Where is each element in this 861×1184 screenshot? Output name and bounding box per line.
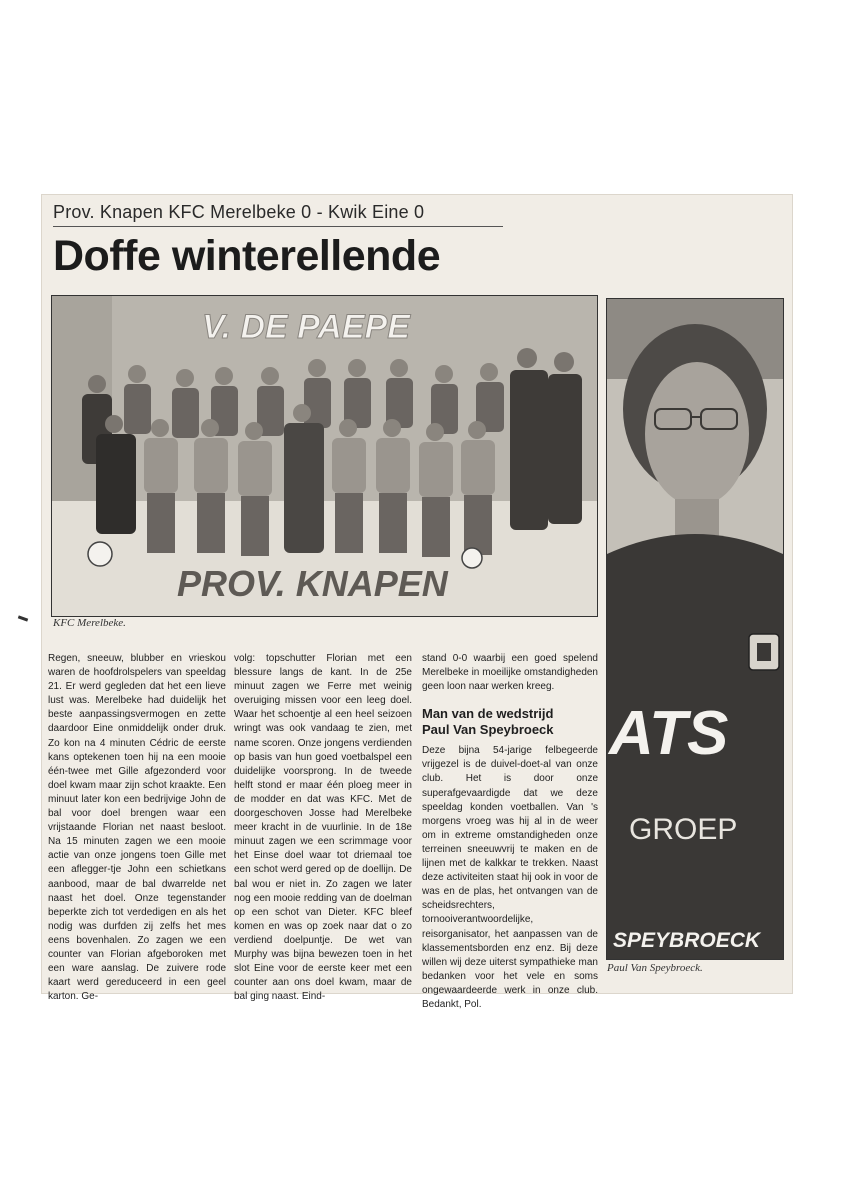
article-column-3 bbox=[422, 652, 598, 1012]
banner-top-text: V. DE PAEPE bbox=[202, 308, 410, 346]
portrait-photo bbox=[606, 298, 784, 960]
article-headline: Doffe winterellende bbox=[53, 232, 441, 280]
article-column-2: volg: topschutter Florian met een blessure langs de kant. In de 25e minuut zagen we Ferre met weinig overuiging missen voor een leeg doel. Waar het schoentje al een heel seizoen wringt was ook vandaag te zien, met name scoren. Onze jongens verdienden op basis van hun goed voetbalspel een duidelijke voorsprong. In de tweede helft stond er maar één ploeg meer in de modder en dat was KFC. Met de doorgeschoven Josse had Merelbeke meer kracht in de vuurlinie. In de 18e minuut zagen we een scrimmage voor het Einse doel waar tot driemaal toe een schot werd gered op de doellijn. De bal wou er niet in. Zo zagen we later nog een mooie redding van de doelman op een schot van Dieter. KFC bleef komen en was op zoek naar dat o zo verdiend doelpuntje. De wet van Murphy was bijna bewezen toen in het slot Eine voor de eerste keer met een counter aan ons doel kwam, maar de bal ging naast. Eind- bbox=[234, 653, 412, 1003]
sub-heading-line-1: Man van de wedstrijd bbox=[422, 706, 554, 722]
article-column-3-body: Deze bijna 54-jarige felbegeerde vrijgezel is de duivel-doet-al van onze club. Het is door onze superafgevaardigde dat we deze speeldag konden voetballen. Van 's morgens vroeg was hij al in de weer om in extreme omstandigheden onze terreinen sneeuwvrij te maken en de lijnen met de kalkkar te trekken. Naast deze activiteiten staat hij ook in voor de was en de plas, het ontvangen van de scheidsrechters, tornooiverantwoordelijke, reisorganisator, het aanpassen van de klassementsborden enz enz. Bij deze willen wij deze uiterst sympathieke man bedanken voor het vele en soms ongewaardeerde werk in onze club. Bedankt, Pol. bbox=[422, 745, 598, 1010]
newspaper-clipping bbox=[41, 194, 793, 1010]
margin-mark bbox=[18, 615, 28, 621]
sub-heading bbox=[422, 706, 598, 738]
portrait-graphic bbox=[607, 299, 783, 959]
portrait-bottom-text: SPEYBROECK bbox=[613, 929, 761, 952]
team-photo-caption: KFC Merelbeke. bbox=[53, 617, 126, 629]
shirt-logo-text: ATS bbox=[609, 699, 729, 768]
club-crest-icon bbox=[749, 634, 779, 670]
sub-heading-line-2: Paul Van Speybroeck bbox=[422, 722, 554, 738]
banner-bottom-text: PROV. KNAPEN bbox=[177, 563, 448, 604]
portrait-caption: Paul Van Speybroeck. bbox=[607, 962, 703, 974]
article-kicker: Prov. Knapen KFC Merelbeke 0 - Kwik Eine 0 bbox=[53, 202, 503, 227]
article-column-1: Regen, sneeuw, blubber en vrieskou waren de hoofdrolspelers van speeldag 21. Er werd gegleden dat het een lieve lust was. Merelbeke had duidelijk het beste aanpassingsvermogen en zette daardoor Eine onmiddelijk onder druk. Zo kon na 4 minuten Cédric de eerste kans optekenen toen hij na een mooie één-twee met Gille afgezonderd voor doel kwam maar zijn schot kraakte. Een minuut later kon een bedrijvige John de bal voor doel brengen waar een vrijstaande Florian net naast besloot. Na 15 minuten zagen we een mooie actie van onze jongens toen Gille met een aflegger-tje John een schietkans aanbood, maar de bal dwarrelde net naast het doel. Onze tegenstander beperkte zich tot verdedigen en als het nodig was durfden zij zelfs het mes eens bovenhalen. Zo zagen we een counter van Florian afgeboroken met een ware aanslag. De zuivere rode kaart werd gereduceerd in een geel karton. Ge- bbox=[48, 653, 226, 1003]
shirt-sub-text: GROEP bbox=[629, 813, 738, 846]
team-photo bbox=[51, 295, 598, 617]
team-photo-graphic bbox=[52, 296, 597, 616]
article-column-3-intro: stand 0-0 waarbij een goed spelend Merelbeke in moeilijke omstandigheden geen loon naar werken kreeg. bbox=[422, 653, 598, 693]
